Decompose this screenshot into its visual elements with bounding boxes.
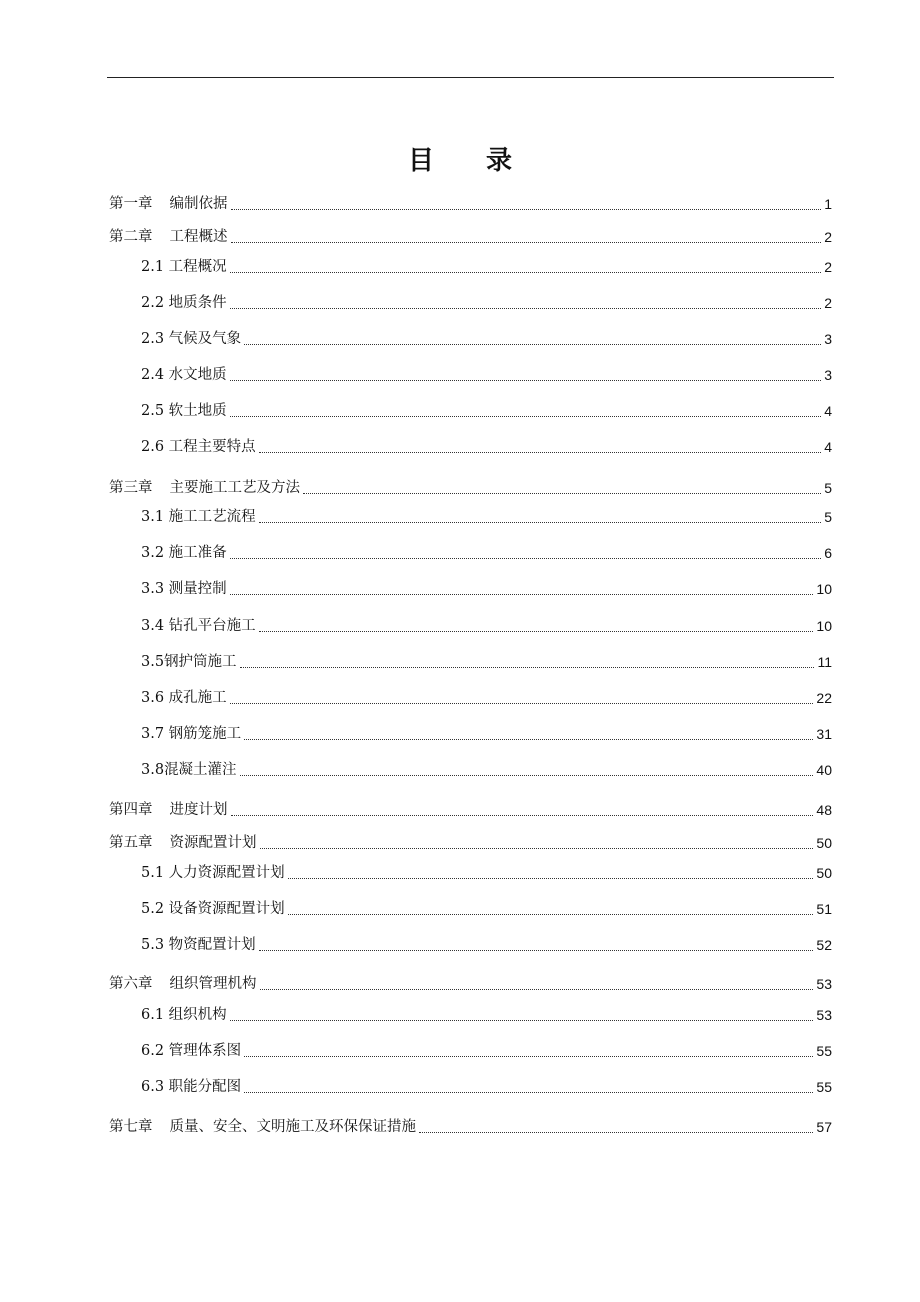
toc-leader-dots — [288, 914, 814, 915]
toc-entry-number: 第一章 — [109, 196, 153, 212]
toc-leader-dots — [231, 815, 814, 816]
toc-leader-dots — [230, 272, 821, 273]
toc-entry-number: 5.1 — [141, 865, 169, 881]
toc-page-number: 53 — [816, 976, 832, 992]
toc-entry[interactable] — [141, 651, 832, 673]
toc-entry-label — [109, 477, 300, 499]
toc-leader-dots — [259, 452, 821, 453]
toc-entry-label — [141, 1040, 241, 1062]
toc-entry[interactable] — [109, 1116, 832, 1138]
toc-entry[interactable] — [141, 723, 832, 745]
toc-page-number: 11 — [817, 654, 832, 670]
toc-entry-label — [141, 436, 256, 458]
toc-entry-label — [109, 193, 228, 215]
toc-entry-number: 5.3 — [141, 937, 169, 953]
toc-entry-number: 2.1 — [141, 259, 169, 275]
toc-entry-number: 第七章 — [109, 1119, 153, 1135]
toc-page-number: 3 — [824, 331, 832, 347]
toc-page-number: 5 — [824, 509, 832, 525]
toc-page-number: 5 — [824, 480, 832, 496]
toc-leader-dots — [259, 522, 821, 523]
toc-entry-title: 进度计划 — [169, 802, 228, 818]
toc-leader-dots — [230, 308, 821, 309]
toc-entry-title: 设备资源配置计划 — [168, 901, 285, 917]
toc-entry-number: 第三章 — [109, 480, 153, 496]
toc-entry[interactable] — [141, 1040, 832, 1062]
toc-entry-number: 3.6 — [141, 690, 169, 706]
toc-entry-number: 5.2 — [141, 901, 169, 917]
toc-leader-dots — [244, 739, 813, 740]
toc-entry-label — [141, 506, 256, 528]
toc-entry-label — [141, 256, 227, 278]
toc-entry-number: 3.3 — [141, 581, 169, 597]
toc-entry[interactable] — [141, 436, 832, 458]
toc-page-number: 4 — [824, 439, 832, 455]
toc-entry-label — [141, 1076, 241, 1098]
toc-page-number: 10 — [816, 618, 832, 634]
toc-leader-dots — [240, 775, 814, 776]
toc-entry-title: 钻孔平台施工 — [168, 618, 256, 634]
toc-entry[interactable] — [141, 578, 832, 600]
toc-entry-number: 2.5 — [141, 403, 169, 419]
toc-entry-label — [141, 759, 237, 781]
toc-entry-label — [141, 400, 227, 422]
toc-leader-dots — [230, 594, 814, 595]
toc-entry-number: 第六章 — [109, 976, 153, 992]
toc-page-number: 31 — [816, 726, 832, 742]
toc-entry-label — [141, 1004, 227, 1026]
toc-entry-label — [141, 542, 227, 564]
toc-entry-number: 第二章 — [109, 229, 153, 245]
toc-entry[interactable] — [141, 328, 832, 350]
page-title-char-1: 目 — [407, 146, 434, 176]
toc-page-number: 10 — [816, 581, 832, 597]
toc-leader-dots — [303, 493, 821, 494]
toc-leader-dots — [230, 1020, 814, 1021]
toc-entry-title: 人力资源配置计划 — [168, 865, 285, 881]
toc-page-number: 2 — [824, 259, 832, 275]
toc-entry-number: 3.1 — [141, 509, 169, 525]
toc-entry-label — [141, 615, 256, 637]
toc-entry-number: 3.5 — [141, 654, 165, 670]
toc-entry-number: 第四章 — [109, 802, 153, 818]
toc-entry-number: 6.1 — [141, 1007, 169, 1023]
toc-entry-number: 3.8 — [141, 762, 165, 778]
toc-entry-number: 2.2 — [141, 295, 169, 311]
toc-page-number: 4 — [824, 403, 832, 419]
toc-entry-title: 主要施工工艺及方法 — [169, 480, 300, 496]
toc-entry-number: 3.4 — [141, 618, 169, 634]
toc-entry-title: 软土地质 — [168, 403, 227, 419]
toc-entry[interactable] — [141, 687, 832, 709]
toc-entry-label — [109, 799, 228, 821]
toc-leader-dots — [260, 848, 814, 849]
toc-entry[interactable] — [109, 973, 832, 995]
toc-leader-dots — [419, 1132, 813, 1133]
toc-leader-dots — [260, 989, 814, 990]
toc-page-number: 50 — [816, 865, 832, 881]
toc-entry[interactable] — [141, 898, 832, 920]
toc-entry-title: 组织机构 — [168, 1007, 227, 1023]
toc-entry-title: 职能分配图 — [168, 1079, 242, 1095]
toc-leader-dots — [259, 631, 814, 632]
toc-page-number: 1 — [824, 196, 832, 212]
toc-entry-label — [109, 226, 228, 248]
toc-leader-dots — [259, 950, 814, 951]
toc-entry[interactable] — [141, 256, 832, 278]
toc-entry-label — [141, 578, 227, 600]
toc-page-number: 55 — [816, 1043, 832, 1059]
toc-entry-title: 测量控制 — [168, 581, 227, 597]
toc-page-number: 48 — [816, 802, 832, 818]
toc-entry[interactable] — [141, 862, 832, 884]
toc-entry[interactable] — [141, 400, 832, 422]
toc-page-number: 51 — [816, 901, 832, 917]
toc-entry-label — [141, 862, 285, 884]
toc-entry[interactable] — [109, 477, 832, 499]
toc-entry-label — [141, 687, 227, 709]
toc-entry-number: 2.6 — [141, 439, 169, 455]
toc-entry-label — [141, 292, 227, 314]
toc-entry[interactable] — [141, 542, 832, 564]
toc-leader-dots — [288, 878, 814, 879]
toc-entry-title: 水文地质 — [168, 367, 227, 383]
toc-page-number: 53 — [816, 1007, 832, 1023]
toc-entry-number: 3.7 — [141, 726, 169, 742]
toc-entry[interactable] — [141, 506, 832, 528]
toc-entry-title: 地质条件 — [168, 295, 227, 311]
toc-leader-dots — [230, 380, 821, 381]
toc-entry-number: 6.2 — [141, 1043, 169, 1059]
toc-entry-title: 工程概述 — [169, 229, 228, 245]
toc-entry-label — [141, 934, 256, 956]
toc-page-number: 55 — [816, 1079, 832, 1095]
toc-page-number: 6 — [824, 545, 832, 561]
toc-entry[interactable] — [109, 832, 832, 854]
page-title-char-2: 录 — [486, 146, 513, 176]
toc-entry-title: 工程概况 — [168, 259, 227, 275]
toc-entry-title: 资源配置计划 — [169, 835, 257, 851]
toc-page-number: 22 — [816, 690, 832, 706]
toc-leader-dots — [244, 1092, 813, 1093]
toc-entry-number: 3.2 — [141, 545, 169, 561]
toc-entry-title: 气候及气象 — [168, 331, 242, 347]
toc-page-number: 3 — [824, 367, 832, 383]
toc-page-number: 2 — [824, 295, 832, 311]
toc-entry[interactable] — [141, 934, 832, 956]
toc-entry-title: 钢筋笼施工 — [168, 726, 242, 742]
toc-entry-number: 2.4 — [141, 367, 169, 383]
toc-entry-title: 物资配置计划 — [168, 937, 256, 953]
toc-entry[interactable] — [141, 615, 832, 637]
toc-entry[interactable] — [141, 1004, 832, 1026]
toc-entry-title: 质量、安全、文明施工及环保保证措施 — [169, 1119, 416, 1135]
toc-entry-label — [141, 364, 227, 386]
toc-page-number: 52 — [816, 937, 832, 953]
toc-leader-dots — [230, 703, 814, 704]
toc-entry-number: 6.3 — [141, 1079, 169, 1095]
toc-leader-dots — [240, 667, 815, 668]
toc-leader-dots — [244, 1056, 813, 1057]
toc-page-number: 40 — [816, 762, 832, 778]
toc-entry-label — [141, 723, 241, 745]
toc-entry[interactable] — [141, 292, 832, 314]
toc-entry[interactable] — [109, 226, 832, 248]
toc-leader-dots — [231, 242, 822, 243]
toc-leader-dots — [231, 209, 822, 210]
toc-entry-title: 混凝土灌注 — [164, 762, 237, 778]
toc-entry-number: 2.3 — [141, 331, 169, 347]
toc-entry[interactable] — [141, 759, 832, 781]
toc-entry[interactable] — [141, 364, 832, 386]
toc-page-number: 57 — [816, 1119, 832, 1135]
toc-entry-label — [141, 328, 241, 350]
toc-entry-title: 工程主要特点 — [168, 439, 256, 455]
toc-leader-dots — [244, 344, 821, 345]
toc-leader-dots — [230, 558, 821, 559]
toc-entry-number: 第五章 — [109, 835, 153, 851]
toc-entry-label — [109, 832, 257, 854]
toc-page-number: 2 — [824, 229, 832, 245]
toc-entry-title: 钢护筒施工 — [164, 654, 237, 670]
toc-entry-title: 编制依据 — [169, 196, 228, 212]
toc-entry[interactable] — [109, 799, 832, 821]
toc-entry[interactable] — [109, 193, 832, 215]
toc-page-number: 50 — [816, 835, 832, 851]
toc-entry-label — [109, 973, 257, 995]
toc-entry-label — [109, 1116, 416, 1138]
toc-leader-dots — [230, 416, 821, 417]
toc-entry[interactable] — [141, 1076, 832, 1098]
toc-entry-title: 成孔施工 — [168, 690, 227, 706]
toc-entry-title: 组织管理机构 — [169, 976, 257, 992]
toc-entry-label — [141, 651, 237, 673]
toc-entry-title: 管理体系图 — [168, 1043, 242, 1059]
toc-entry-title: 施工准备 — [168, 545, 227, 561]
toc-entry-title: 施工工艺流程 — [168, 509, 256, 525]
toc-entry-label — [141, 898, 285, 920]
